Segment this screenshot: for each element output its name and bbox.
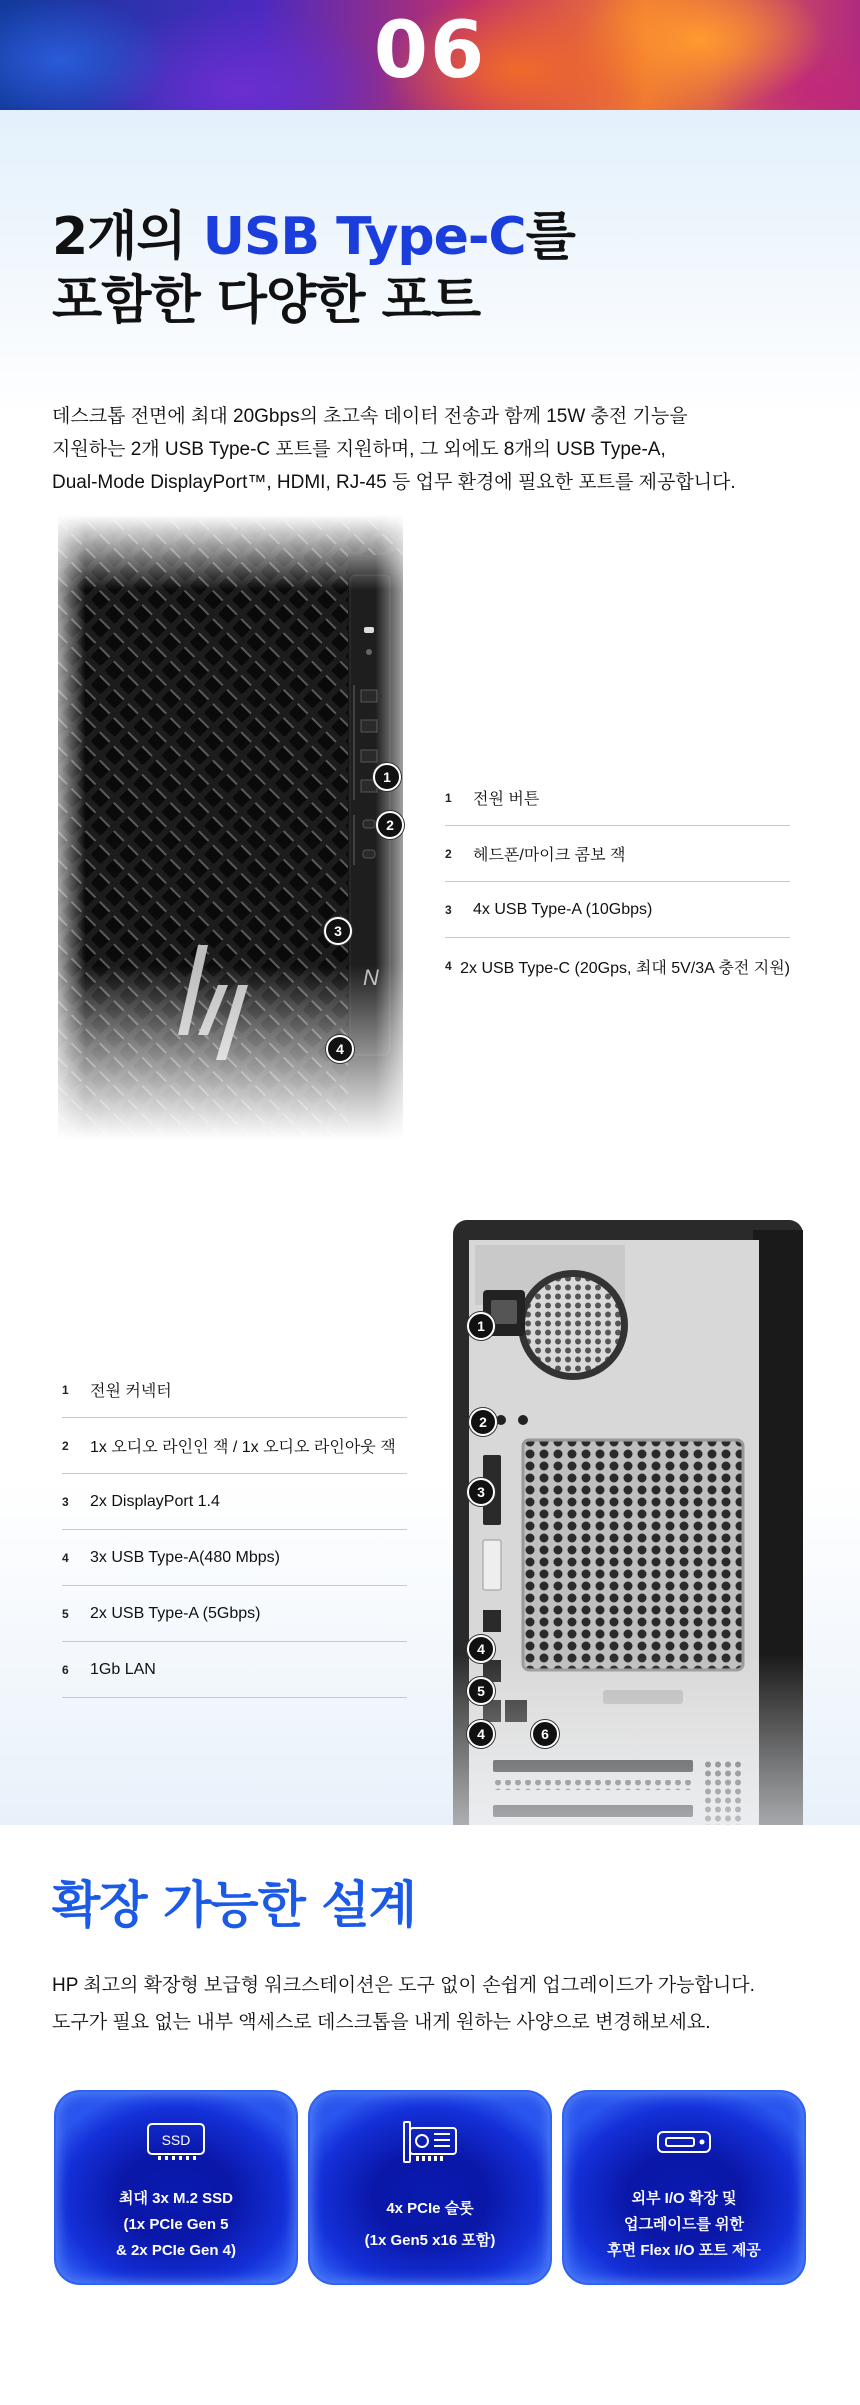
rear-port-list <box>62 1362 407 1698</box>
list-item <box>62 1362 407 1418</box>
item-number: 1 <box>445 790 452 805</box>
list-item <box>445 938 790 994</box>
feature-cards <box>54 2090 806 2285</box>
front-callout-2: 2 <box>376 811 404 839</box>
item-label: 2x USB Type-A (5Gbps) <box>90 1604 261 1622</box>
feature-card-pcie <box>308 2090 552 2285</box>
front-callout-1: 1 <box>373 763 401 791</box>
card-line: & 2x PCIe Gen 4) <box>115 2242 237 2259</box>
card-text <box>320 2196 540 2254</box>
list-item <box>62 1642 407 1698</box>
item-label: 전원 커넥터 <box>90 1383 172 1400</box>
ports-section <box>0 110 860 1825</box>
desc-line: HP 최고의 확장형 보급형 워크스테이션은 도구 없이 손쉽게 업그레이드가 가능합니다. <box>52 1975 755 1996</box>
front-callout-3: 3 <box>324 917 352 945</box>
item-label: 4x USB Type-A (10Gbps) <box>473 900 653 918</box>
intro-line: Dual-Mode DisplayPort™, HDMI, RJ-45 등 업무 환경에 필요한 포트를 제공합니다. <box>52 472 736 493</box>
item-label: 2x DisplayPort 1.4 <box>90 1492 220 1510</box>
item-number: 4 <box>62 1550 69 1565</box>
flex-io-icon <box>652 2120 716 2164</box>
card-line: (1x PCIe Gen 5 <box>123 2216 229 2233</box>
item-label: 2x USB Type-C (20Gps, 최대 5V/3A 충전 지원) <box>460 959 790 977</box>
rear-tower-image <box>453 1220 803 1920</box>
card-line: 외부 I/O 확장 및 <box>631 2190 737 2207</box>
intro-line: 데스크톱 전면에 최대 20Gbps의 초고속 데이터 전송과 함께 15W 충전 기능을 <box>52 406 688 427</box>
headline-part1: 2개의 <box>52 207 203 267</box>
headline-part2: 를 <box>525 207 575 267</box>
list-item <box>445 826 790 882</box>
front-port-list <box>445 770 790 994</box>
item-number: 3 <box>62 1494 69 1509</box>
item-label: 1x 오디오 라인인 잭 / 1x 오디오 라인아웃 잭 <box>90 1439 396 1456</box>
item-label: 3x USB Type-A(480 Mbps) <box>90 1548 281 1566</box>
item-number: 4 <box>445 959 452 973</box>
list-item <box>62 1530 407 1586</box>
rear-callout-6: 6 <box>531 1720 559 1748</box>
ports-headline <box>52 205 752 333</box>
list-item <box>62 1586 407 1642</box>
feature-card-flex-io <box>562 2090 806 2285</box>
list-item <box>62 1418 407 1474</box>
desc-line: 도구가 필요 없는 내부 액세스로 데스크톱을 내게 원하는 사양으로 변경해보세요. <box>52 2012 711 2033</box>
feature-card-ssd <box>54 2090 298 2285</box>
rear-callout-3: 3 <box>467 1478 495 1506</box>
svg-text:SSD: SSD <box>161 2132 191 2148</box>
item-number: 3 <box>445 902 452 917</box>
item-label: 헤드폰/마이크 콤보 잭 <box>473 847 626 864</box>
pcie-card-icon <box>398 2120 462 2164</box>
item-number: 2 <box>62 1438 69 1453</box>
item-label: 전원 버튼 <box>473 791 540 808</box>
card-line: 최대 3x M.2 SSD <box>118 2190 233 2207</box>
section-number: 06 <box>373 6 487 96</box>
card-line: 후면 Flex I/O 포트 제공 <box>607 2242 761 2259</box>
card-line: 업그레이드를 위한 <box>623 2216 745 2233</box>
design-description <box>52 1967 812 2041</box>
item-number: 5 <box>62 1606 69 1621</box>
design-section <box>0 1825 860 2405</box>
headline-accent: USB Type-C <box>202 207 526 267</box>
item-number: 1 <box>62 1382 69 1397</box>
list-item <box>445 882 790 938</box>
front-tower-image <box>58 515 403 1140</box>
item-label: 1Gb LAN <box>90 1660 156 1678</box>
headline-line2: 포함한 다양한 포트 <box>52 271 481 331</box>
card-line: (1x Gen5 x16 포함) <box>364 2232 496 2249</box>
rear-callout-2: 2 <box>469 1408 497 1436</box>
ports-intro <box>52 400 812 499</box>
rear-callout-4a: 4 <box>467 1635 495 1663</box>
list-item <box>445 770 790 826</box>
design-title: 확장 가능한 설계 <box>52 1876 416 1934</box>
intro-line: 지원하는 2개 USB Type-C 포트를 지원하며, 그 외에도 8개의 USB Type-A, <box>52 439 666 460</box>
item-number: 2 <box>445 846 452 861</box>
rear-callout-1: 1 <box>467 1312 495 1340</box>
front-callout-4: 4 <box>326 1035 354 1063</box>
rear-callout-5: 5 <box>467 1677 495 1705</box>
list-item <box>62 1474 407 1530</box>
ssd-icon <box>144 2120 208 2164</box>
item-number: 6 <box>62 1662 69 1677</box>
card-line: 4x PCIe 슬롯 <box>386 2200 474 2217</box>
section-banner <box>0 0 860 110</box>
card-text <box>574 2186 794 2264</box>
card-text <box>66 2186 286 2264</box>
rear-callout-4b: 4 <box>467 1720 495 1748</box>
